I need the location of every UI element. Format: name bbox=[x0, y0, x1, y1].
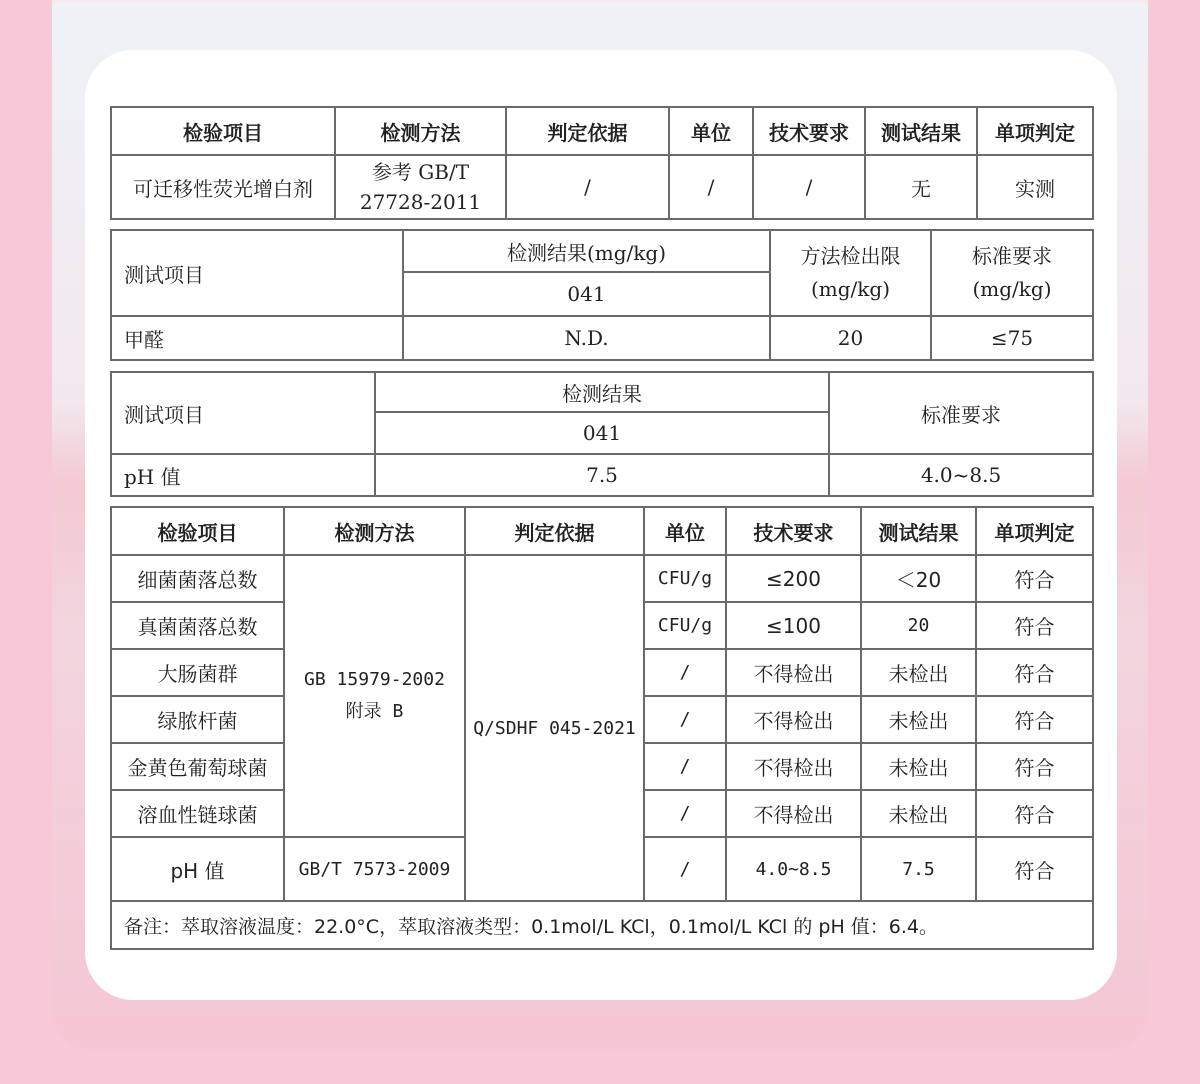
unit-cell: / bbox=[644, 649, 726, 696]
header-cell: 测试结果 bbox=[861, 507, 976, 555]
requirement-cell: ≤100 bbox=[726, 602, 861, 649]
standard-line: (mg/kg) bbox=[972, 277, 1052, 301]
verdict-cell: 符合 bbox=[976, 649, 1093, 696]
result-cell: 未检出 bbox=[861, 649, 976, 696]
verdict-cell: 符合 bbox=[976, 790, 1093, 837]
sample-id: 041 bbox=[375, 412, 829, 454]
verdict-cell: 符合 bbox=[976, 837, 1093, 901]
sample-id: 041 bbox=[403, 272, 770, 316]
header-cell: 检验项目 bbox=[111, 507, 284, 555]
verdict-cell: 符合 bbox=[976, 555, 1093, 602]
header-cell: 判定依据 bbox=[465, 507, 644, 555]
header-cell: 检验项目 bbox=[111, 107, 335, 155]
result-cell: 未检出 bbox=[861, 790, 976, 837]
item-cell: 绿脓杆菌 bbox=[111, 696, 284, 743]
unit-cell: / bbox=[644, 696, 726, 743]
method-line: 参考 GB/T bbox=[371, 160, 470, 184]
verdict-cell: 符合 bbox=[976, 743, 1093, 790]
method-cell bbox=[284, 555, 465, 837]
requirement-cell: 不得检出 bbox=[726, 649, 861, 696]
basis-cell: Q/SDHF 045-2021 bbox=[465, 555, 644, 901]
unit-cell: CFU/g bbox=[644, 602, 726, 649]
item-cell: pH 值 bbox=[111, 454, 375, 496]
standard-line: 标准要求 bbox=[972, 244, 1052, 268]
limit-cell: 20 bbox=[770, 316, 931, 360]
verdict-cell: 符合 bbox=[976, 602, 1093, 649]
requirement-cell: 不得检出 bbox=[726, 743, 861, 790]
item-cell: 溶血性链球菌 bbox=[111, 790, 284, 837]
result-cell: 未检出 bbox=[861, 743, 976, 790]
method-cell: GB/T 7573-2009 bbox=[284, 837, 465, 901]
basis-cell: / bbox=[506, 155, 669, 219]
standard-header bbox=[931, 230, 1093, 316]
verdict-cell: 实测 bbox=[977, 155, 1093, 219]
requirement-cell: 不得检出 bbox=[726, 696, 861, 743]
requirement-cell: 4.0~8.5 bbox=[726, 837, 861, 901]
requirement-cell: 不得检出 bbox=[726, 790, 861, 837]
header-cell: 检测方法 bbox=[335, 107, 506, 155]
item-cell: 真菌菌落总数 bbox=[111, 602, 284, 649]
unit-cell: / bbox=[669, 155, 753, 219]
unit-cell: / bbox=[644, 790, 726, 837]
header-cell: 判定依据 bbox=[506, 107, 669, 155]
header-cell: 检测方法 bbox=[284, 507, 465, 555]
table-row bbox=[111, 155, 1093, 219]
unit-cell: CFU/g bbox=[644, 555, 726, 602]
table-row bbox=[111, 555, 1093, 602]
header-cell: 单项判定 bbox=[976, 507, 1093, 555]
table-row bbox=[111, 316, 1093, 360]
standard-header: 标准要求 bbox=[829, 372, 1093, 454]
fluorescent-whitening-table bbox=[110, 106, 1094, 220]
verdict-cell: 符合 bbox=[976, 696, 1093, 743]
item-cell: 金黄色葡萄球菌 bbox=[111, 743, 284, 790]
header-cell: 单位 bbox=[644, 507, 726, 555]
result-cell: ＜20 bbox=[861, 555, 976, 602]
item-cell: pH 值 bbox=[111, 837, 284, 901]
result-cell: 未检出 bbox=[861, 696, 976, 743]
standard-cell: ≤75 bbox=[931, 316, 1093, 360]
header-cell: 测试结果 bbox=[865, 107, 977, 155]
item-cell: 可迁移性荧光增白剂 bbox=[111, 155, 335, 219]
item-header: 测试项目 bbox=[111, 372, 375, 454]
result-header: 检测结果 bbox=[375, 372, 829, 412]
header-cell: 技术要求 bbox=[753, 107, 865, 155]
requirement-cell: / bbox=[753, 155, 865, 219]
method-line: 27728-2011 bbox=[359, 190, 482, 214]
unit-cell: / bbox=[644, 837, 726, 901]
result-cell: N.D. bbox=[403, 316, 770, 360]
ph-table bbox=[110, 371, 1094, 497]
header-cell: 技术要求 bbox=[726, 507, 861, 555]
note-text: 备注：萃取溶液温度：22.0°C，萃取溶液类型：0.1mol/L KCl，0.1mol/L KCl 的 pH 值：6.4。 bbox=[111, 901, 1093, 949]
result-header: 检测结果(mg/kg) bbox=[403, 230, 770, 272]
unit-cell: / bbox=[644, 743, 726, 790]
standard-cell: 4.0~8.5 bbox=[829, 454, 1093, 496]
microbial-table bbox=[110, 506, 1094, 950]
header-cell: 单项判定 bbox=[977, 107, 1093, 155]
limit-line: 方法检出限 bbox=[800, 244, 901, 268]
item-cell: 细菌菌落总数 bbox=[111, 555, 284, 602]
method-cell bbox=[335, 155, 506, 219]
method-line: GB 15979-2002 bbox=[304, 669, 445, 690]
formaldehyde-table bbox=[110, 229, 1094, 361]
result-cell: 7.5 bbox=[861, 837, 976, 901]
result-cell: 7.5 bbox=[375, 454, 829, 496]
limit-line: (mg/kg) bbox=[810, 277, 891, 301]
item-cell: 大肠菌群 bbox=[111, 649, 284, 696]
limit-header bbox=[770, 230, 931, 316]
result-cell: 20 bbox=[861, 602, 976, 649]
item-header: 测试项目 bbox=[111, 230, 403, 316]
method-line: 附录 B bbox=[345, 701, 404, 722]
table-row bbox=[111, 454, 1093, 496]
result-cell: 无 bbox=[865, 155, 977, 219]
header-cell: 单位 bbox=[669, 107, 753, 155]
requirement-cell: ≤200 bbox=[726, 555, 861, 602]
item-cell: 甲醛 bbox=[111, 316, 403, 360]
